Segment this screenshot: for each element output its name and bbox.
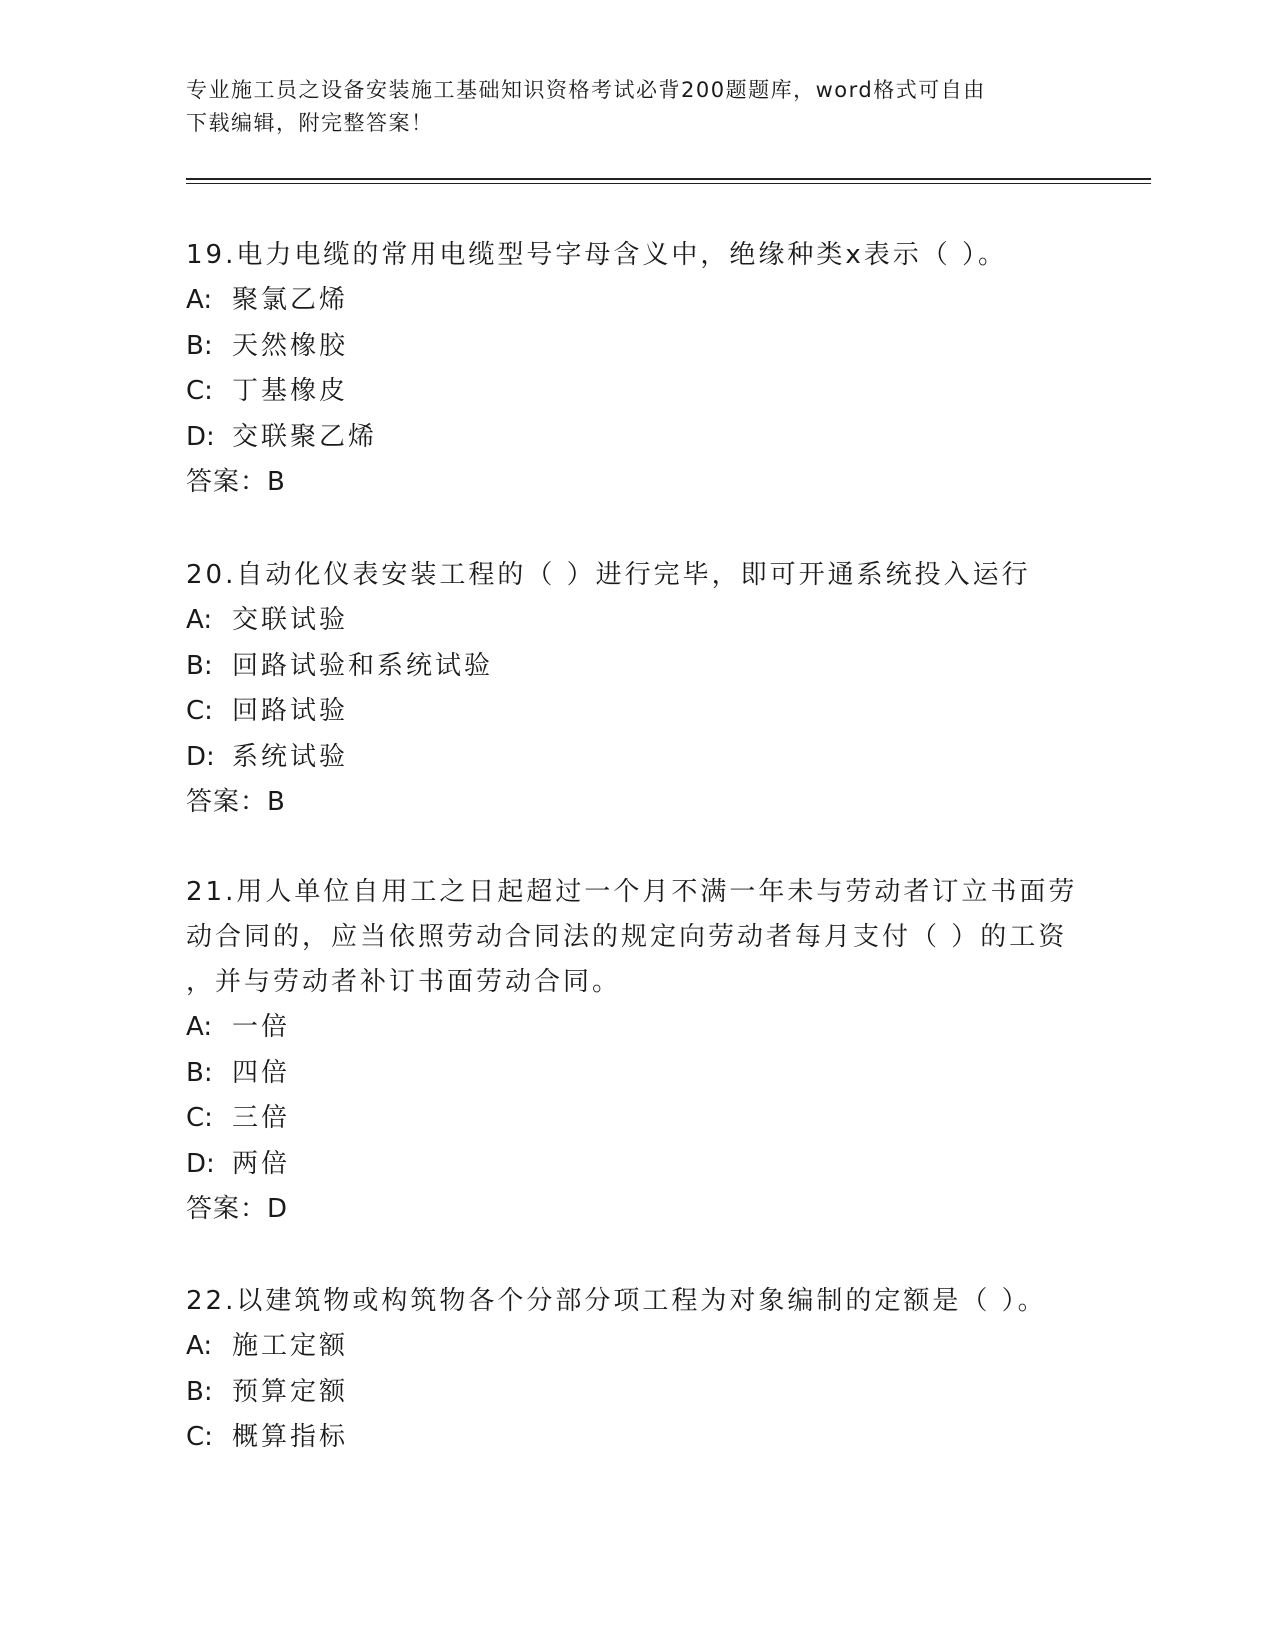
option-d: [186, 1142, 1086, 1188]
option-key: B:: [186, 1057, 213, 1088]
question-text: 20.自动化仪表安装工程的（ ）进行完毕，即可开通系统投入运行: [186, 560, 1031, 590]
option-text: 交联试验: [232, 605, 349, 635]
question-text-line-1: 21.用人单位自用工之日起超过一个月不满一年未与劳动者订立书面劳: [186, 877, 1078, 907]
document-header: [186, 74, 1066, 140]
option-text: 回路试验和系统试验: [232, 650, 494, 681]
question-text: 22.以建筑物或构筑物各个分部分项工程为对象编制的定额是（ ）。: [186, 1286, 1047, 1316]
option-text: 概算指标: [232, 1422, 349, 1452]
option-text: 天然橡胶: [232, 330, 349, 361]
option-key: C:: [186, 1422, 213, 1452]
header-line-1: 专业施工员之设备安装施工基础知识资格考试必背200题题库，word格式可自由: [186, 78, 986, 102]
option-key: B:: [186, 1376, 213, 1407]
question-text-line-2: 动合同的，应当依照劳动合同法的规定向劳动者每月支付（ ）的工资: [186, 922, 1068, 952]
answer-label: 答案：: [186, 467, 268, 497]
option-key: A:: [186, 285, 213, 315]
option-b: [186, 1051, 1086, 1097]
option-key: A:: [186, 1331, 213, 1361]
option-text: 丁基橡皮: [232, 376, 349, 406]
option-text: 一倍: [232, 1012, 291, 1042]
answer-label: 答案：: [186, 787, 268, 817]
header-divider-thin: [186, 183, 1151, 184]
question-21: [186, 870, 1086, 1232]
option-a: [186, 1324, 1086, 1370]
option-text: 两倍: [232, 1148, 291, 1179]
header-line-2: 下载编辑，附完整答案！: [186, 111, 434, 135]
option-a: [186, 1005, 1086, 1051]
option-key: A:: [186, 1012, 213, 1042]
option-key: B:: [186, 330, 213, 361]
option-b: [186, 644, 1086, 690]
question-text-line-3: ，并与劳动者补订书面劳动合同。: [186, 967, 622, 997]
question-22: [186, 1279, 1086, 1461]
option-a: [186, 598, 1086, 644]
option-text: 聚氯乙烯: [232, 285, 349, 315]
option-b: [186, 1370, 1086, 1416]
option-key: D:: [186, 741, 215, 772]
option-text: 交联聚乙烯: [232, 421, 378, 452]
option-c: [186, 1096, 1086, 1142]
answer-line: [186, 1187, 1086, 1232]
option-text: 回路试验: [232, 696, 349, 726]
option-text: 三倍: [232, 1103, 291, 1133]
option-b: [186, 324, 1086, 370]
question-19: [186, 233, 1086, 505]
option-key: C:: [186, 376, 213, 406]
option-text: 预算定额: [232, 1376, 349, 1407]
option-text: 施工定额: [232, 1331, 349, 1361]
option-text: 四倍: [232, 1057, 291, 1088]
option-key: A:: [186, 605, 213, 635]
option-c: [186, 689, 1086, 735]
option-key: B:: [186, 650, 213, 681]
question-text: 19.电力电缆的常用电缆型号字母含义中，绝缘种类x表示（ ）。: [186, 240, 1008, 270]
option-d: [186, 735, 1086, 781]
answer-line: [186, 780, 1086, 825]
question-20: [186, 553, 1086, 825]
option-a: [186, 278, 1086, 324]
option-key: D:: [186, 421, 215, 452]
option-key: C:: [186, 696, 213, 726]
answer-value: B: [267, 787, 286, 817]
option-key: D:: [186, 1148, 215, 1179]
option-key: C:: [186, 1103, 213, 1133]
option-text: 系统试验: [232, 741, 349, 772]
answer-value: B: [267, 467, 286, 497]
answer-value: D: [267, 1194, 289, 1224]
option-c: [186, 369, 1086, 415]
option-d: [186, 415, 1086, 461]
option-c: [186, 1415, 1086, 1461]
header-divider-thick: [186, 178, 1151, 180]
answer-line: [186, 460, 1086, 505]
answer-label: 答案：: [186, 1194, 268, 1224]
